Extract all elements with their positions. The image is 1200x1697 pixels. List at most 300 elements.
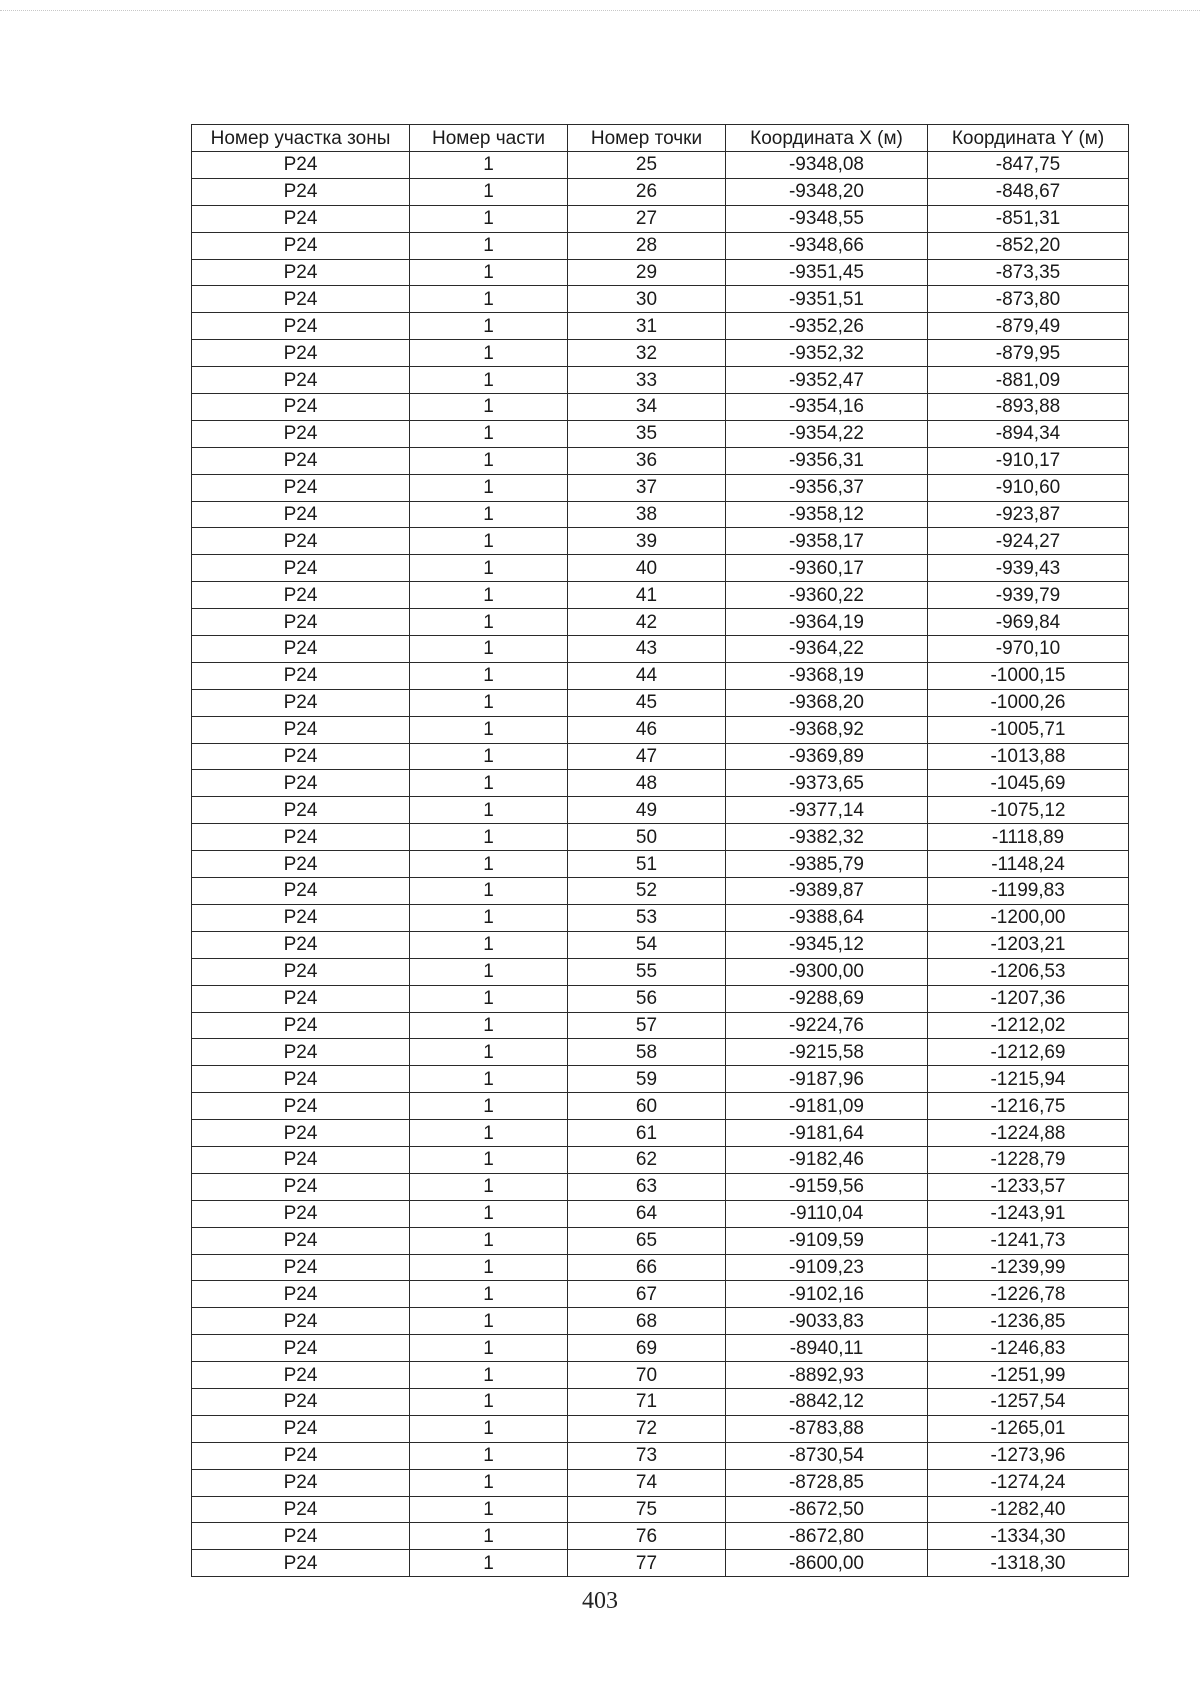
cell-part-number: 1 <box>410 501 568 528</box>
cell-point-number: 26 <box>568 178 726 205</box>
cell-zone-plot-number: P24 <box>192 1415 410 1442</box>
table-row <box>192 501 1129 528</box>
table-row <box>192 958 1129 985</box>
cell-zone-plot-number: P24 <box>192 662 410 689</box>
cell-coordinate-y: -847,75 <box>928 152 1129 179</box>
table-row <box>192 528 1129 555</box>
cell-zone-plot-number: P24 <box>192 313 410 340</box>
cell-coordinate-y: -910,60 <box>928 474 1129 501</box>
cell-coordinate-x: -9348,20 <box>726 178 928 205</box>
table-row <box>192 1415 1129 1442</box>
cell-part-number: 1 <box>410 1469 568 1496</box>
cell-coordinate-x: -9360,22 <box>726 582 928 609</box>
table-row <box>192 474 1129 501</box>
cell-part-number: 1 <box>410 259 568 286</box>
table-row <box>192 232 1129 259</box>
cell-coordinate-x: -9389,87 <box>726 878 928 905</box>
table-row <box>192 1523 1129 1550</box>
cell-part-number: 1 <box>410 1173 568 1200</box>
table-row <box>192 420 1129 447</box>
table-row <box>192 1388 1129 1415</box>
cell-point-number: 56 <box>568 985 726 1012</box>
cell-point-number: 57 <box>568 1012 726 1039</box>
cell-coordinate-x: -8783,88 <box>726 1415 928 1442</box>
cell-coordinate-x: -8672,50 <box>726 1496 928 1523</box>
cell-coordinate-x: -9364,19 <box>726 609 928 636</box>
cell-coordinate-y: -1273,96 <box>928 1442 1129 1469</box>
cell-coordinate-x: -9109,59 <box>726 1227 928 1254</box>
cell-part-number: 1 <box>410 1066 568 1093</box>
cell-coordinate-x: -9356,37 <box>726 474 928 501</box>
cell-part-number: 1 <box>410 1362 568 1389</box>
cell-coordinate-x: -9109,23 <box>726 1254 928 1281</box>
table-row <box>192 1039 1129 1066</box>
cell-point-number: 50 <box>568 824 726 851</box>
cell-point-number: 68 <box>568 1308 726 1335</box>
cell-point-number: 72 <box>568 1415 726 1442</box>
cell-point-number: 36 <box>568 447 726 474</box>
cell-part-number: 1 <box>410 931 568 958</box>
cell-part-number: 1 <box>410 152 568 179</box>
table-row <box>192 1200 1129 1227</box>
cell-coordinate-y: -1334,30 <box>928 1523 1129 1550</box>
cell-point-number: 71 <box>568 1388 726 1415</box>
cell-point-number: 42 <box>568 609 726 636</box>
cell-coordinate-y: -1318,30 <box>928 1550 1129 1577</box>
cell-part-number: 1 <box>410 474 568 501</box>
table-row <box>192 394 1129 421</box>
cell-coordinate-x: -9377,14 <box>726 797 928 824</box>
cell-part-number: 1 <box>410 178 568 205</box>
table-row <box>192 904 1129 931</box>
cell-point-number: 64 <box>568 1200 726 1227</box>
cell-coordinate-x: -9345,12 <box>726 931 928 958</box>
table-row <box>192 1173 1129 1200</box>
cell-zone-plot-number: P24 <box>192 1523 410 1550</box>
cell-zone-plot-number: P24 <box>192 420 410 447</box>
header-row <box>192 125 1129 152</box>
cell-zone-plot-number: P24 <box>192 555 410 582</box>
table-row <box>192 797 1129 824</box>
cell-point-number: 58 <box>568 1039 726 1066</box>
cell-part-number: 1 <box>410 1093 568 1120</box>
cell-part-number: 1 <box>410 770 568 797</box>
cell-coordinate-x: -9354,16 <box>726 394 928 421</box>
cell-zone-plot-number: P24 <box>192 1227 410 1254</box>
cell-coordinate-x: -9368,92 <box>726 716 928 743</box>
table-row <box>192 985 1129 1012</box>
cell-part-number: 1 <box>410 582 568 609</box>
cell-coordinate-x: -9348,55 <box>726 205 928 232</box>
cell-coordinate-y: -910,17 <box>928 447 1129 474</box>
cell-coordinate-y: -852,20 <box>928 232 1129 259</box>
table-row <box>192 1335 1129 1362</box>
cell-zone-plot-number: P24 <box>192 394 410 421</box>
cell-coordinate-y: -1118,89 <box>928 824 1129 851</box>
cell-point-number: 52 <box>568 878 726 905</box>
cell-part-number: 1 <box>410 636 568 663</box>
cell-zone-plot-number: P24 <box>192 904 410 931</box>
cell-part-number: 1 <box>410 1496 568 1523</box>
cell-part-number: 1 <box>410 528 568 555</box>
cell-point-number: 30 <box>568 286 726 313</box>
cell-point-number: 61 <box>568 1120 726 1147</box>
cell-zone-plot-number: P24 <box>192 1066 410 1093</box>
cell-part-number: 1 <box>410 797 568 824</box>
table-row <box>192 851 1129 878</box>
table-header <box>192 125 1129 152</box>
cell-zone-plot-number: P24 <box>192 582 410 609</box>
cell-point-number: 51 <box>568 851 726 878</box>
cell-point-number: 69 <box>568 1335 726 1362</box>
cell-coordinate-x: -8892,93 <box>726 1362 928 1389</box>
cell-part-number: 1 <box>410 1039 568 1066</box>
cell-zone-plot-number: P24 <box>192 1039 410 1066</box>
cell-coordinate-x: -9182,46 <box>726 1146 928 1173</box>
cell-coordinate-x: -9348,08 <box>726 152 928 179</box>
cell-point-number: 43 <box>568 636 726 663</box>
cell-zone-plot-number: P24 <box>192 689 410 716</box>
cell-coordinate-y: -1257,54 <box>928 1388 1129 1415</box>
cell-coordinate-y: -924,27 <box>928 528 1129 555</box>
cell-coordinate-y: -1233,57 <box>928 1173 1129 1200</box>
cell-coordinate-y: -1274,24 <box>928 1469 1129 1496</box>
cell-coordinate-y: -1215,94 <box>928 1066 1129 1093</box>
table-row <box>192 340 1129 367</box>
cell-zone-plot-number: P24 <box>192 851 410 878</box>
cell-part-number: 1 <box>410 1012 568 1039</box>
cell-part-number: 1 <box>410 689 568 716</box>
cell-zone-plot-number: P24 <box>192 447 410 474</box>
cell-coordinate-x: -8728,85 <box>726 1469 928 1496</box>
cell-coordinate-y: -1236,85 <box>928 1308 1129 1335</box>
cell-coordinate-y: -873,80 <box>928 286 1129 313</box>
cell-coordinate-x: -9373,65 <box>726 770 928 797</box>
table-row <box>192 178 1129 205</box>
cell-point-number: 49 <box>568 797 726 824</box>
cell-zone-plot-number: P24 <box>192 931 410 958</box>
cell-point-number: 74 <box>568 1469 726 1496</box>
cell-point-number: 54 <box>568 931 726 958</box>
cell-part-number: 1 <box>410 1120 568 1147</box>
cell-coordinate-x: -9354,22 <box>726 420 928 447</box>
cell-zone-plot-number: P24 <box>192 286 410 313</box>
cell-coordinate-x: -9385,79 <box>726 851 928 878</box>
cell-coordinate-y: -1000,26 <box>928 689 1129 716</box>
cell-coordinate-x: -9388,64 <box>726 904 928 931</box>
cell-part-number: 1 <box>410 205 568 232</box>
cell-zone-plot-number: P24 <box>192 878 410 905</box>
cell-part-number: 1 <box>410 878 568 905</box>
cell-part-number: 1 <box>410 447 568 474</box>
cell-part-number: 1 <box>410 824 568 851</box>
cell-coordinate-y: -1000,15 <box>928 662 1129 689</box>
cell-zone-plot-number: P24 <box>192 770 410 797</box>
cell-coordinate-y: -879,95 <box>928 340 1129 367</box>
table-row <box>192 1281 1129 1308</box>
cell-coordinate-y: -1207,36 <box>928 985 1129 1012</box>
cell-point-number: 29 <box>568 259 726 286</box>
cell-point-number: 37 <box>568 474 726 501</box>
cell-point-number: 34 <box>568 394 726 421</box>
cell-coordinate-y: -1251,99 <box>928 1362 1129 1389</box>
cell-point-number: 40 <box>568 555 726 582</box>
table-row <box>192 152 1129 179</box>
table-row <box>192 447 1129 474</box>
cell-point-number: 45 <box>568 689 726 716</box>
table-row <box>192 1496 1129 1523</box>
cell-coordinate-x: -9351,45 <box>726 259 928 286</box>
cell-coordinate-y: -1239,99 <box>928 1254 1129 1281</box>
cell-part-number: 1 <box>410 1227 568 1254</box>
cell-point-number: 70 <box>568 1362 726 1389</box>
table-row <box>192 367 1129 394</box>
cell-part-number: 1 <box>410 743 568 770</box>
cell-part-number: 1 <box>410 420 568 447</box>
cell-zone-plot-number: P24 <box>192 1362 410 1389</box>
table-body <box>192 152 1129 1577</box>
cell-zone-plot-number: P24 <box>192 1308 410 1335</box>
cell-coordinate-y: -1216,75 <box>928 1093 1129 1120</box>
header-coordinate-x: Координата X (м) <box>726 125 928 152</box>
cell-coordinate-y: -1203,21 <box>928 931 1129 958</box>
cell-coordinate-y: -970,10 <box>928 636 1129 663</box>
cell-part-number: 1 <box>410 1550 568 1577</box>
cell-coordinate-y: -1224,88 <box>928 1120 1129 1147</box>
cell-coordinate-y: -1206,53 <box>928 958 1129 985</box>
cell-point-number: 46 <box>568 716 726 743</box>
table-row <box>192 1442 1129 1469</box>
cell-point-number: 44 <box>568 662 726 689</box>
cell-coordinate-y: -1282,40 <box>928 1496 1129 1523</box>
cell-part-number: 1 <box>410 367 568 394</box>
cell-part-number: 1 <box>410 1388 568 1415</box>
cell-coordinate-x: -9352,47 <box>726 367 928 394</box>
cell-coordinate-x: -9360,17 <box>726 555 928 582</box>
table-row <box>192 1066 1129 1093</box>
coordinates-table <box>191 124 1129 1577</box>
cell-coordinate-x: -9352,26 <box>726 313 928 340</box>
cell-coordinate-y: -1005,71 <box>928 716 1129 743</box>
cell-zone-plot-number: P24 <box>192 474 410 501</box>
cell-zone-plot-number: P24 <box>192 1173 410 1200</box>
cell-point-number: 25 <box>568 152 726 179</box>
cell-part-number: 1 <box>410 555 568 582</box>
cell-part-number: 1 <box>410 1523 568 1550</box>
cell-coordinate-y: -1199,83 <box>928 878 1129 905</box>
table-row <box>192 716 1129 743</box>
cell-point-number: 47 <box>568 743 726 770</box>
cell-point-number: 38 <box>568 501 726 528</box>
cell-coordinate-x: -8940,11 <box>726 1335 928 1362</box>
cell-part-number: 1 <box>410 851 568 878</box>
cell-coordinate-y: -873,35 <box>928 259 1129 286</box>
cell-coordinate-x: -9358,12 <box>726 501 928 528</box>
table-row <box>192 609 1129 636</box>
cell-zone-plot-number: P24 <box>192 501 410 528</box>
cell-zone-plot-number: P24 <box>192 232 410 259</box>
cell-coordinate-y: -1212,69 <box>928 1039 1129 1066</box>
cell-zone-plot-number: P24 <box>192 1120 410 1147</box>
cell-coordinate-y: -851,31 <box>928 205 1129 232</box>
cell-coordinate-x: -9288,69 <box>726 985 928 1012</box>
cell-coordinate-y: -881,09 <box>928 367 1129 394</box>
cell-coordinate-y: -1200,00 <box>928 904 1129 931</box>
cell-point-number: 28 <box>568 232 726 259</box>
cell-zone-plot-number: P24 <box>192 636 410 663</box>
cell-zone-plot-number: P24 <box>192 1469 410 1496</box>
cell-point-number: 76 <box>568 1523 726 1550</box>
cell-zone-plot-number: P24 <box>192 152 410 179</box>
header-point-number: Номер точки <box>568 125 726 152</box>
cell-coordinate-x: -9110,04 <box>726 1200 928 1227</box>
cell-coordinate-x: -9368,19 <box>726 662 928 689</box>
cell-coordinate-y: -1226,78 <box>928 1281 1129 1308</box>
cell-point-number: 55 <box>568 958 726 985</box>
cell-coordinate-y: -939,79 <box>928 582 1129 609</box>
cell-part-number: 1 <box>410 958 568 985</box>
table-row <box>192 1469 1129 1496</box>
cell-coordinate-x: -9300,00 <box>726 958 928 985</box>
cell-zone-plot-number: P24 <box>192 958 410 985</box>
cell-coordinate-x: -8600,00 <box>726 1550 928 1577</box>
cell-point-number: 59 <box>568 1066 726 1093</box>
cell-coordinate-y: -1212,02 <box>928 1012 1129 1039</box>
table-row <box>192 1550 1129 1577</box>
scan-top-edge <box>0 10 1200 11</box>
table-row <box>192 1308 1129 1335</box>
cell-part-number: 1 <box>410 1146 568 1173</box>
cell-zone-plot-number: P24 <box>192 1388 410 1415</box>
table-row <box>192 878 1129 905</box>
cell-point-number: 60 <box>568 1093 726 1120</box>
cell-coordinate-y: -894,34 <box>928 420 1129 447</box>
cell-coordinate-x: -9033,83 <box>726 1308 928 1335</box>
cell-zone-plot-number: P24 <box>192 1335 410 1362</box>
cell-coordinate-y: -1228,79 <box>928 1146 1129 1173</box>
cell-coordinate-x: -9358,17 <box>726 528 928 555</box>
cell-point-number: 27 <box>568 205 726 232</box>
table-row <box>192 689 1129 716</box>
table-row <box>192 1146 1129 1173</box>
table-row <box>192 286 1129 313</box>
cell-zone-plot-number: P24 <box>192 743 410 770</box>
cell-coordinate-x: -9351,51 <box>726 286 928 313</box>
cell-zone-plot-number: P24 <box>192 1093 410 1120</box>
cell-zone-plot-number: P24 <box>192 1146 410 1173</box>
cell-point-number: 41 <box>568 582 726 609</box>
cell-zone-plot-number: P24 <box>192 716 410 743</box>
cell-coordinate-x: -9181,64 <box>726 1120 928 1147</box>
header-part-number: Номер части <box>410 125 568 152</box>
table-row <box>192 313 1129 340</box>
cell-part-number: 1 <box>410 716 568 743</box>
cell-coordinate-y: -969,84 <box>928 609 1129 636</box>
cell-point-number: 63 <box>568 1173 726 1200</box>
table-row <box>192 1093 1129 1120</box>
cell-coordinate-y: -939,43 <box>928 555 1129 582</box>
cell-zone-plot-number: P24 <box>192 528 410 555</box>
cell-zone-plot-number: P24 <box>192 1550 410 1577</box>
table-row <box>192 636 1129 663</box>
cell-part-number: 1 <box>410 662 568 689</box>
cell-zone-plot-number: P24 <box>192 1254 410 1281</box>
cell-part-number: 1 <box>410 232 568 259</box>
cell-zone-plot-number: P24 <box>192 609 410 636</box>
cell-zone-plot-number: P24 <box>192 259 410 286</box>
cell-zone-plot-number: P24 <box>192 1442 410 1469</box>
cell-coordinate-y: -893,88 <box>928 394 1129 421</box>
cell-coordinate-y: -1045,69 <box>928 770 1129 797</box>
cell-point-number: 33 <box>568 367 726 394</box>
table-row <box>192 582 1129 609</box>
cell-part-number: 1 <box>410 1415 568 1442</box>
cell-coordinate-y: -1075,12 <box>928 797 1129 824</box>
cell-coordinate-y: -1243,91 <box>928 1200 1129 1227</box>
cell-coordinate-x: -8842,12 <box>726 1388 928 1415</box>
cell-part-number: 1 <box>410 313 568 340</box>
cell-coordinate-x: -9364,22 <box>726 636 928 663</box>
cell-coordinate-x: -8730,54 <box>726 1442 928 1469</box>
table-row <box>192 1254 1129 1281</box>
cell-point-number: 62 <box>568 1146 726 1173</box>
cell-part-number: 1 <box>410 904 568 931</box>
table-row <box>192 1120 1129 1147</box>
header-coordinate-y: Координата Y (м) <box>928 125 1129 152</box>
header-zone-plot-number: Номер участка зоны <box>192 125 410 152</box>
cell-coordinate-y: -1265,01 <box>928 1415 1129 1442</box>
cell-point-number: 39 <box>568 528 726 555</box>
cell-zone-plot-number: P24 <box>192 367 410 394</box>
cell-zone-plot-number: P24 <box>192 1281 410 1308</box>
cell-zone-plot-number: P24 <box>192 1012 410 1039</box>
cell-point-number: 32 <box>568 340 726 367</box>
table-row <box>192 259 1129 286</box>
cell-part-number: 1 <box>410 985 568 1012</box>
cell-coordinate-x: -9224,76 <box>726 1012 928 1039</box>
cell-coordinate-y: -1013,88 <box>928 743 1129 770</box>
cell-zone-plot-number: P24 <box>192 1496 410 1523</box>
cell-coordinate-x: -9368,20 <box>726 689 928 716</box>
cell-coordinate-x: -9382,32 <box>726 824 928 851</box>
cell-part-number: 1 <box>410 1200 568 1227</box>
cell-part-number: 1 <box>410 394 568 421</box>
table-row <box>192 743 1129 770</box>
cell-point-number: 73 <box>568 1442 726 1469</box>
cell-part-number: 1 <box>410 340 568 367</box>
cell-zone-plot-number: P24 <box>192 178 410 205</box>
cell-coordinate-x: -8672,80 <box>726 1523 928 1550</box>
cell-part-number: 1 <box>410 1335 568 1362</box>
table-row <box>192 770 1129 797</box>
cell-zone-plot-number: P24 <box>192 205 410 232</box>
cell-coordinate-x: -9369,89 <box>726 743 928 770</box>
cell-point-number: 67 <box>568 1281 726 1308</box>
cell-point-number: 65 <box>568 1227 726 1254</box>
table-row <box>192 555 1129 582</box>
cell-zone-plot-number: P24 <box>192 340 410 367</box>
cell-zone-plot-number: P24 <box>192 985 410 1012</box>
cell-part-number: 1 <box>410 286 568 313</box>
cell-part-number: 1 <box>410 1308 568 1335</box>
cell-coordinate-y: -1148,24 <box>928 851 1129 878</box>
table-row <box>192 662 1129 689</box>
cell-part-number: 1 <box>410 1442 568 1469</box>
cell-coordinate-x: -9215,58 <box>726 1039 928 1066</box>
table-row <box>192 1362 1129 1389</box>
cell-coordinate-x: -9102,16 <box>726 1281 928 1308</box>
cell-coordinate-y: -848,67 <box>928 178 1129 205</box>
